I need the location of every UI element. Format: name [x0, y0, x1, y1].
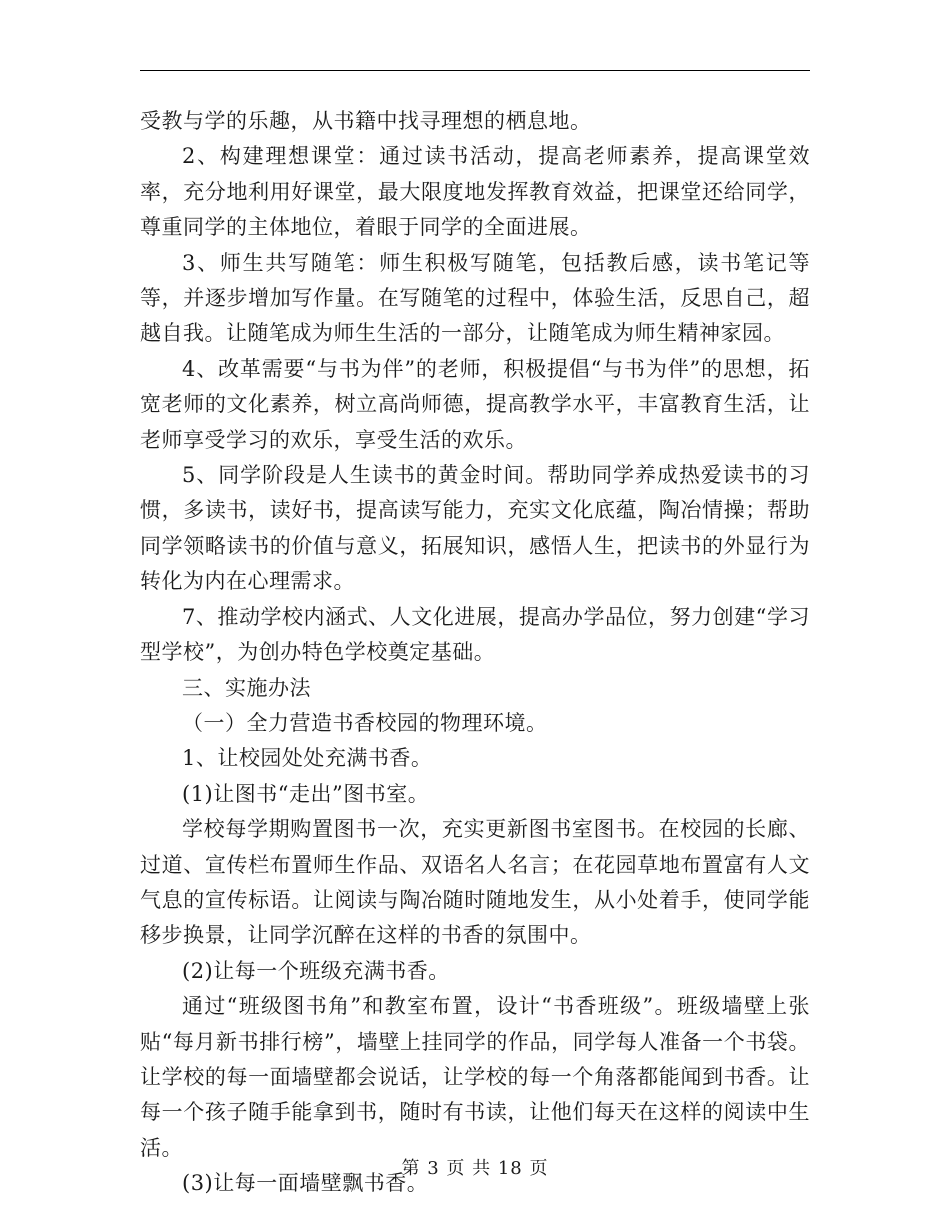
subitem-heading-1: (1)让图书“走出”图书室。 [182, 781, 430, 806]
item-heading-1: 1、让校园处处充满书香。 [182, 746, 433, 771]
paragraph-continuation: 受教与学的乐趣，从书籍中找寻理想的栖息地。 [140, 109, 592, 133]
paragraph-item-2: 2、构建理想课堂：通过读书活动，提高老师素养，提高课堂效率，充分地利用好课堂，最大限度地发挥教育效益，把课堂还给同学，尊重同学的主体地位，着眼于同学的全面进展。 [140, 144, 810, 240]
paragraph-item-5: 5、同学阶段是人生读书的黄金时间。帮助同学养成热爱读书的习惯，多读书，读好书，提高读写能力，充实文化底蕴，陶冶情操；帮助同学领略读书的价值与意义，拓展知识，感悟人生，把读书的外显行为转化为内在心理需求。 [140, 463, 810, 594]
subitem-heading-3: (3)让每一面墙壁飘书香。 [182, 1171, 429, 1196]
paragraph-classroom: 通过“班级图书角”和教室布置，设计“书香班级”。班级墙壁上张贴“每月新书排行榜”，墙壁上挂同学的作品，同学每人准备一个书袋。让学校的每一面墙壁都会说话，让学校的每一个角落都能闻到书香。让每一个孩子随手能拿到书，随时有书读，让他们每天在这样的阅读中生活。 [140, 994, 810, 1160]
paragraph-item-3: 3、师生共写随笔：师生积极写随笔，包括教后感，读书笔记等等，并逐步增加写作量。在写随笔的过程中，体验生活，反思自己，超越自我。让随笔成为师生生活的一部分，让随笔成为师生精神家园。 [140, 250, 810, 346]
subsection-heading-1: （一）全力营造书香校园的物理环境。 [182, 710, 548, 735]
subitem-heading-2: (2)让每一个班级充满书香。 [182, 958, 450, 983]
section-heading-3: 三、实施办法 [182, 675, 311, 700]
paragraph-item-4: 4、改革需要“与书为伴”的老师，积极提倡“与书为伴”的思想，拓宽老师的文化素养，树立高尚师德，提高教学水平，丰富教育生活，让老师享受学习的欢乐，享受生活的欢乐。 [140, 356, 810, 452]
page-number-footer: 第 3 页 共 18 页 [401, 1158, 549, 1179]
header-rule [140, 70, 810, 71]
paragraph-library: 学校每学期购置图书一次，充实更新图书室图书。在校园的长廊、过道、宣传栏布置师生作品、双语名人名言；在花园草地布置富有人文气息的宣传标语。让阅读与陶冶随时随地发生，从小处着手，使同学能移步换景，让同学沉醉在这样的书香的氛围中。 [140, 817, 810, 948]
paragraph-item-7: 7、推动学校内涵式、人文化进展，提高办学品位，努力创建“学习型学校”，为创办特色学校奠定基础。 [140, 604, 810, 665]
document-body [140, 104, 810, 1202]
